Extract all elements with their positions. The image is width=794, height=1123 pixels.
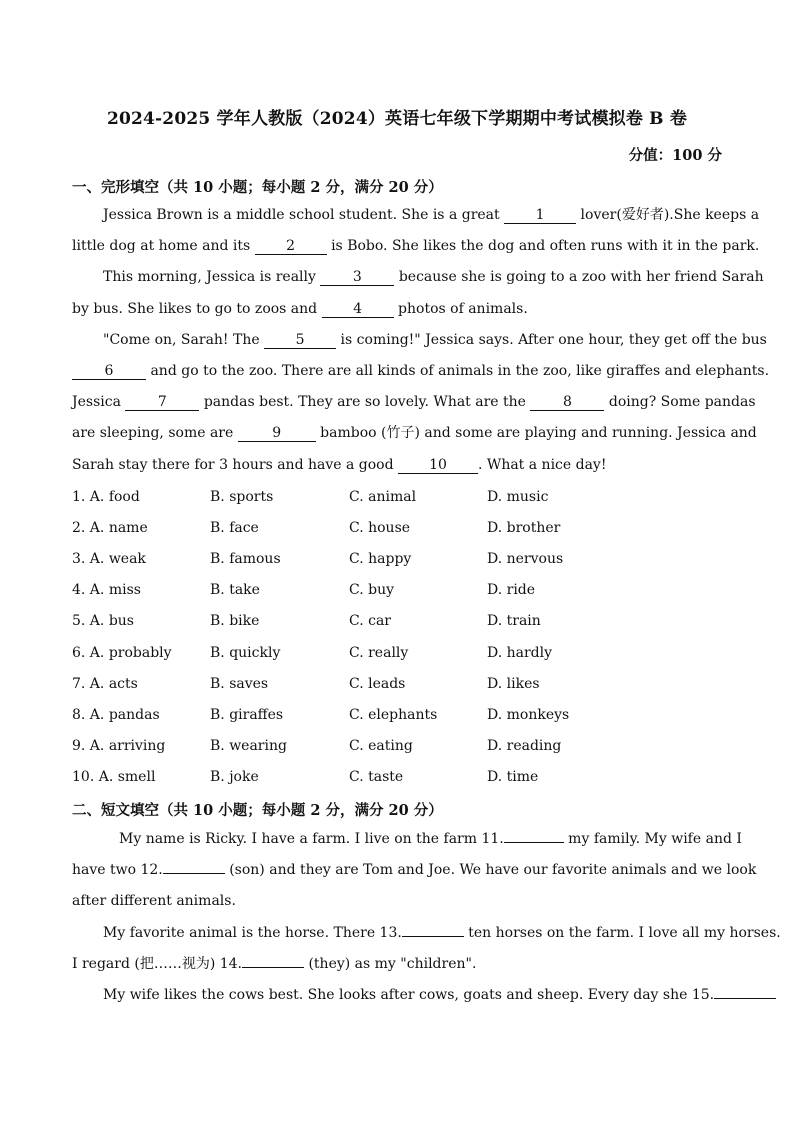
option-a[interactable]: 9. A. arriving <box>72 738 166 755</box>
option-row <box>72 762 722 793</box>
blank-3[interactable]: 3 <box>320 269 394 286</box>
option-b[interactable]: B. take <box>210 582 260 599</box>
blank-8[interactable]: 8 <box>530 394 604 411</box>
option-d[interactable]: D. ride <box>487 582 536 599</box>
option-a[interactable]: 3. A. weak <box>72 550 146 567</box>
passage-line: 6 and go to the zoo. There are all kinds of animals in the zoo, like giraffes and elephants. <box>72 356 722 387</box>
blank-14[interactable] <box>242 951 304 968</box>
cloze-passage <box>72 200 770 481</box>
option-c[interactable]: C. eating <box>349 738 413 755</box>
passage-line: little dog at home and its 2 is Bobo. She likes the dog and often runs with it in the park. <box>72 238 760 255</box>
option-d[interactable]: D. time <box>487 769 539 786</box>
option-row <box>72 606 722 637</box>
option-b[interactable]: B. quickly <box>210 644 281 661</box>
passage-line: Sarah stay there for 3 hours and have a good 10 . What a nice day! <box>72 456 607 473</box>
passage-line: I regard (把……视为) 14. (they) as my "children". <box>72 949 722 980</box>
option-d[interactable]: D. brother <box>487 519 561 536</box>
option-b[interactable]: B. bike <box>210 613 260 630</box>
blank-6[interactable]: 6 <box>72 363 146 380</box>
option-b[interactable]: B. sports <box>210 488 274 505</box>
option-b[interactable]: B. giraffes <box>210 706 284 723</box>
option-d[interactable]: D. hardly <box>487 644 553 661</box>
option-b[interactable]: B. face <box>210 519 259 536</box>
passage-line: have two 12. (son) and they are Tom and Joe. We have our favorite animals and we look <box>72 855 722 886</box>
passage-line: My wife likes the cows best. She looks after cows, goats and sheep. Every day she 15. <box>72 980 722 1011</box>
blank-10[interactable]: 10 <box>398 457 478 474</box>
passage-line: Jessica 7 pandas best. They are so lovely. What are the 8 doing? Some pandas <box>72 394 756 411</box>
blank-9[interactable]: 9 <box>238 425 316 442</box>
option-c[interactable]: C. house <box>349 519 411 536</box>
passage-line: by bus. She likes to go to zoos and 4 photos of animals. <box>72 300 528 317</box>
option-c[interactable]: C. elephants <box>349 706 438 723</box>
passage-line: My name is Ricky. I have a farm. I live on the farm 11. my family. My wife and I <box>72 824 722 855</box>
option-a[interactable]: 1. A. food <box>72 488 140 505</box>
option-a[interactable]: 2. A. name <box>72 519 148 536</box>
page-title: 2024-2025 学年人教版（2024）英语七年级下学期期中考试模拟卷 B 卷 <box>106 109 688 129</box>
option-c[interactable]: C. buy <box>349 582 395 599</box>
option-a[interactable]: 5. A. bus <box>72 613 134 630</box>
option-a[interactable]: 7. A. acts <box>72 675 138 692</box>
option-b[interactable]: B. wearing <box>210 738 287 755</box>
option-d[interactable]: D. music <box>487 488 549 505</box>
option-a[interactable]: 6. A. probably <box>72 644 172 661</box>
section2-heading: 二、短文填空（共 10 小题；每小题 2 分，满分 20 分） <box>72 802 443 819</box>
option-row <box>72 575 722 606</box>
option-row <box>72 481 722 512</box>
option-c[interactable]: C. animal <box>349 488 417 505</box>
option-d[interactable]: D. likes <box>487 675 540 692</box>
passage-line: "Come on, Sarah! The 5 is coming!" Jessica says. After one hour, they get off the bus <box>103 331 767 348</box>
blank-11[interactable] <box>504 826 564 843</box>
option-row <box>72 699 722 730</box>
passage-line: This morning, Jessica is really 3 because she is going to a zoo with her friend Sarah <box>103 269 764 286</box>
option-d[interactable]: D. reading <box>487 738 562 755</box>
option-d[interactable]: D. nervous <box>487 550 564 567</box>
fill-passage <box>72 824 781 1011</box>
blank-1[interactable]: 1 <box>504 207 576 224</box>
option-c[interactable]: C. car <box>349 613 391 630</box>
blank-12[interactable] <box>163 857 225 874</box>
option-a[interactable]: 4. A. miss <box>72 582 141 599</box>
option-b[interactable]: B. joke <box>210 769 259 786</box>
options-list <box>72 481 722 793</box>
option-row <box>72 731 722 762</box>
option-a[interactable]: 10. A. smell <box>72 769 156 786</box>
option-c[interactable]: C. really <box>349 644 409 661</box>
option-b[interactable]: B. famous <box>210 550 281 567</box>
option-row <box>72 512 722 543</box>
blank-2[interactable]: 2 <box>255 238 327 255</box>
option-c[interactable]: C. happy <box>349 550 412 567</box>
blank-13[interactable] <box>402 920 464 937</box>
option-d[interactable]: D. train <box>487 613 541 630</box>
blank-4[interactable]: 4 <box>322 301 394 318</box>
blank-15[interactable] <box>714 982 776 999</box>
passage-line: after different animals. <box>72 893 236 910</box>
score-label: 分值：100 分 <box>628 147 722 164</box>
option-row <box>72 543 722 574</box>
option-row <box>72 637 722 668</box>
option-d[interactable]: D. monkeys <box>487 706 570 723</box>
option-row <box>72 668 722 699</box>
option-b[interactable]: B. saves <box>210 675 269 692</box>
option-a[interactable]: 8. A. pandas <box>72 706 160 723</box>
blank-5[interactable]: 5 <box>264 332 336 349</box>
section1-heading: 一、完形填空（共 10 小题；每小题 2 分，满分 20 分） <box>72 179 443 196</box>
passage-line: My favorite animal is the horse. There 13. ten horses on the farm. I love all my horses. <box>72 918 722 949</box>
option-c[interactable]: C. taste <box>349 769 404 786</box>
passage-line: Jessica Brown is a middle school student. She is a great 1 lover(爱好者).She keeps a <box>103 207 760 223</box>
blank-7[interactable]: 7 <box>125 394 199 411</box>
option-c[interactable]: C. leads <box>349 675 406 692</box>
passage-line: are sleeping, some are 9 bamboo (竹子) and some are playing and running. Jessica and <box>72 425 757 442</box>
